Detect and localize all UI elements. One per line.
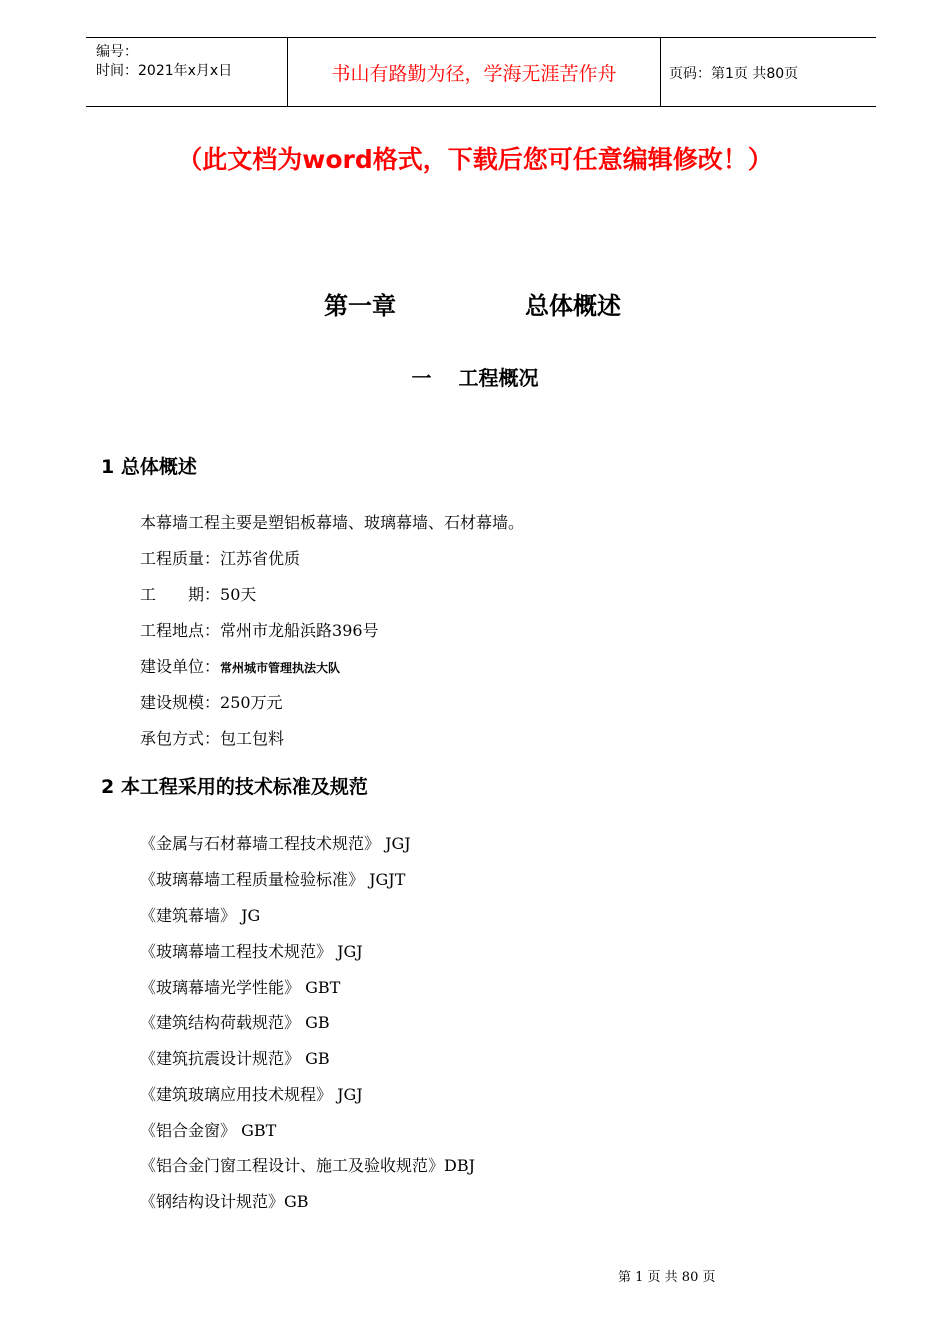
document-number-label: 编号：	[96, 44, 138, 60]
overview-item-value: 常州城市管理执法大队	[220, 661, 341, 675]
section-number: 一	[411, 366, 432, 390]
standard-item: 《玻璃幕墙工程质量检验标准》 JGJT	[140, 870, 406, 889]
overview-item-value: 250万元	[220, 693, 283, 712]
overview-item	[140, 582, 256, 605]
standard-item: 《建筑玻璃应用技术规程》 JGJ	[140, 1085, 363, 1104]
overview-item-value: 江苏省优质	[220, 549, 301, 568]
overview-item-label: 建设规模：	[140, 693, 221, 712]
overview-item-label: 承包方式：	[140, 729, 221, 748]
overview-intro: 本幕墙工程主要是塑铝板幕墙、玻璃幕墙、石材幕墙。	[140, 513, 525, 532]
overview-item-label: 工 期：	[140, 585, 221, 604]
overview-item-value: 常州市龙船浜路396号	[220, 621, 379, 640]
overview-item	[140, 618, 379, 641]
header-page-info: 页码：第1页 共80页	[669, 66, 799, 82]
standard-item: 《钢结构设计规范》GB	[140, 1192, 309, 1211]
overview-item-value: 包工包料	[220, 729, 285, 748]
section-heading	[0, 362, 950, 391]
header-motto: 书山有路勤为径，学海无涯苦作舟	[288, 38, 661, 106]
chapter-number: 第一章	[324, 292, 396, 320]
standard-item: 《玻璃幕墙光学性能》 GBT	[140, 978, 341, 997]
standard-item: 《建筑结构荷载规范》 GB	[140, 1013, 330, 1032]
overview-item	[140, 654, 340, 677]
overview-item	[140, 546, 300, 569]
standard-item: 《金属与石材幕墙工程技术规范》 JGJ	[140, 834, 411, 853]
document-header	[86, 37, 876, 107]
standard-item: 《铝合金窗》 GBT	[140, 1121, 277, 1140]
overview-heading: 1 总体概述	[101, 456, 197, 478]
standard-item: 《铝合金门窗工程设计、施工及验收规范》DBJ	[140, 1156, 476, 1175]
chapter-title: 总体概述	[525, 292, 621, 320]
overview-item-label: 工程地点：	[140, 621, 221, 640]
overview-item-value: 50天	[220, 585, 257, 604]
word-format-notice: （此文档为word格式，下载后您可任意编辑修改！）	[177, 145, 773, 174]
standard-item: 《建筑抗震设计规范》 GB	[140, 1049, 330, 1068]
overview-item	[140, 726, 284, 749]
overview-item	[140, 690, 283, 713]
overview-item-label: 工程质量：	[140, 549, 221, 568]
header-meta-cell	[86, 38, 288, 106]
standards-heading: 2 本工程采用的技术标准及规范	[101, 776, 368, 798]
page-footer: 第 1 页 共 80 页	[618, 1270, 716, 1285]
standard-item: 《建筑幕墙》 JG	[140, 906, 261, 925]
section-title: 工程概况	[458, 366, 539, 390]
standard-item: 《玻璃幕墙工程技术规范》 JGJ	[140, 942, 363, 961]
overview-item-label: 建设单位：	[140, 657, 221, 676]
document-date-label: 时间：2021年x月x日	[96, 63, 233, 79]
